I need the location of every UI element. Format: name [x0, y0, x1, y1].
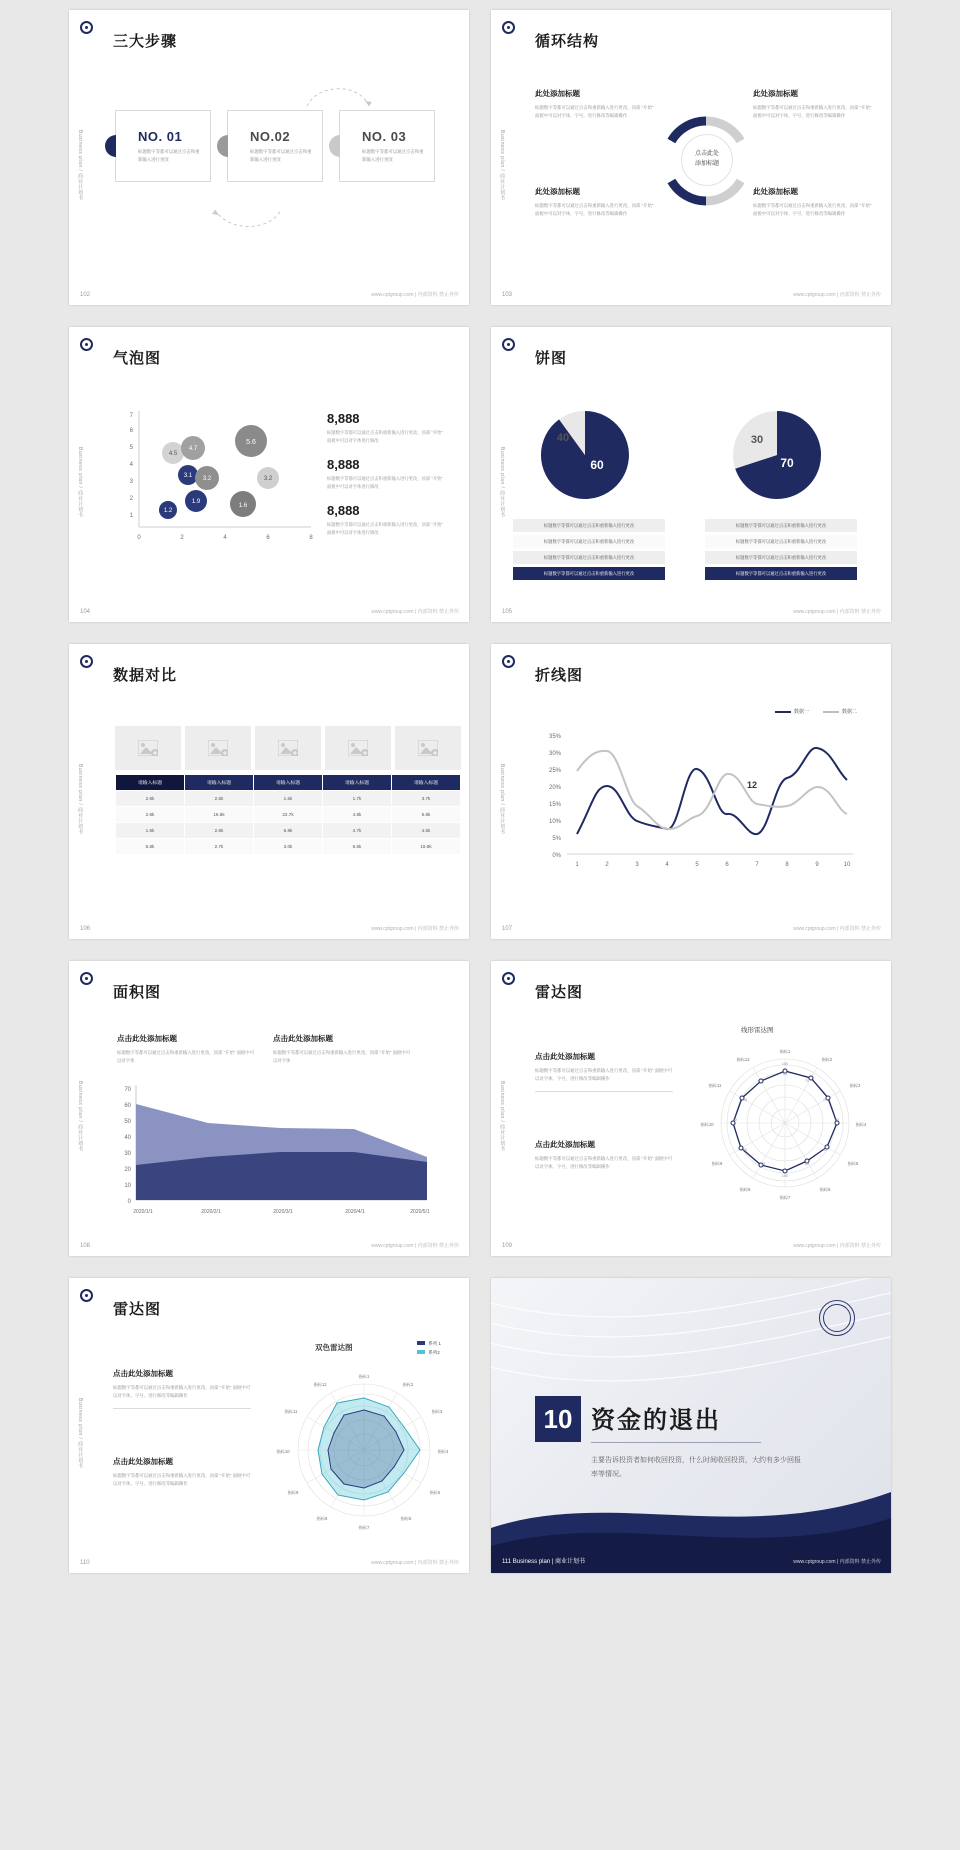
svg-text:1.2: 1.2 — [163, 508, 173, 514]
block-title: 此处添加标题 — [535, 187, 580, 196]
step-marker — [329, 135, 340, 157]
svg-text:50: 50 — [124, 1119, 131, 1125]
svg-text:指标9: 指标9 — [711, 1161, 723, 1166]
table-cell: 6.8k — [254, 823, 323, 839]
step-desc: 标题数字等都可以通过点击和重新输入进行更改 — [138, 149, 200, 162]
block-title: 点击此处添加标题 — [113, 1457, 173, 1466]
table-cell: 3.0k — [254, 839, 323, 855]
footer-text: www.cptgroup.com | 内部资料 禁止外传 — [371, 926, 459, 932]
table-cell: 5.8k — [116, 839, 185, 855]
pie-legend-item[interactable]: 标题数字等都可以通过点击和重新输入进行更改 — [513, 519, 665, 532]
svg-text:30%: 30% — [548, 751, 561, 757]
seal-icon — [80, 338, 93, 351]
table-row — [116, 823, 461, 839]
seal-icon — [80, 972, 93, 985]
block-title: 点击此处添加标题 — [535, 1052, 595, 1061]
step-card[interactable] — [339, 110, 435, 182]
svg-text:0: 0 — [137, 535, 141, 541]
section-subtitle: 主要告诉投资者如何收回投资，什么时间收回投资，大约有多少回报率等情况。 — [591, 1457, 801, 1478]
svg-text:5.6: 5.6 — [246, 439, 256, 446]
block-title: 点击此处添加标题 — [113, 1369, 173, 1378]
svg-text:10: 10 — [843, 862, 851, 868]
pie-legend-item[interactable]: 标题数字等都可以通过点击和重新输入进行更改 — [705, 535, 857, 548]
page-title: 饼图 — [535, 350, 568, 367]
svg-text:5: 5 — [695, 862, 699, 868]
radar-chart-line — [695, 1041, 875, 1211]
svg-text:3.1: 3.1 — [183, 473, 193, 479]
side-label: Business plan / 商业计划书 — [499, 764, 505, 835]
seal-icon — [80, 1289, 93, 1302]
slide-103 — [491, 10, 891, 305]
legend-item-2: 系列2 — [417, 1349, 441, 1358]
svg-text:指标5: 指标5 — [847, 1161, 859, 1166]
block-desc: 标题数字等都可以通过点击和重新输入进行更改，顶部 “开始” 面板中可以对字体、字号，进行修改等编辑操作 — [113, 1473, 251, 1486]
svg-text:指标12: 指标12 — [736, 1057, 750, 1062]
svg-text:4: 4 — [129, 462, 133, 468]
svg-text:4: 4 — [223, 535, 227, 541]
radar-chart-title: 线形雷达图 — [741, 1027, 774, 1034]
table-cell: 4.8k — [323, 807, 392, 823]
block-title: 此处添加标题 — [535, 89, 580, 98]
svg-text:30: 30 — [750, 434, 764, 446]
side-label: Business plan / 商业计划书 — [77, 447, 83, 518]
block-desc: 标题数字等都可以通过点击和重新输入进行更改，顶部 “开始” 面板中可以对字体、字号，进行修改等编辑操作 — [535, 105, 654, 118]
table-header-cell: 请输入标题 — [254, 775, 323, 791]
radar-chart-dual — [269, 1362, 459, 1542]
footer-text: www.cptgroup.com | 内部资料 禁止外传 — [793, 292, 881, 298]
table-header-cell: 请输入标题 — [116, 775, 185, 791]
svg-text:2: 2 — [180, 535, 184, 541]
block-desc: 标题数字等都可以通过点击和重新输入进行更改，顶部 “开始” 面板中可以对字体 — [117, 1050, 255, 1063]
logo-badge-icon — [819, 1300, 855, 1336]
svg-text:85: 85 — [760, 1162, 766, 1166]
svg-text:2020/2/1: 2020/2/1 — [201, 1209, 221, 1215]
page-title: 循环结构 — [535, 33, 600, 50]
svg-text:指标6: 指标6 — [400, 1516, 412, 1521]
svg-text:100: 100 — [781, 1062, 789, 1066]
svg-text:指标7: 指标7 — [779, 1195, 791, 1200]
center-line-1: 点击此处 — [694, 151, 719, 158]
svg-text:3: 3 — [129, 479, 133, 485]
svg-text:82: 82 — [822, 1148, 828, 1152]
svg-text:1.9: 1.9 — [191, 499, 201, 505]
side-label: Business plan / 商业计划书 — [77, 1081, 83, 1152]
stat-desc: 标题数字等都可以通过点击和重新输入进行更改，顶部 “开始” 面板中可以对字体进行修改 — [327, 430, 443, 443]
block-title: 点击此处添加标题 — [117, 1034, 177, 1043]
table-cell: 2.6k — [185, 823, 254, 839]
svg-text:90: 90 — [742, 1148, 748, 1152]
pie-legend-item[interactable]: 标题数字等都可以通过点击和重新输入进行更改 — [513, 535, 665, 548]
svg-text:8: 8 — [785, 862, 789, 868]
area-block-2 — [273, 1033, 413, 1064]
page-title: 雷达图 — [535, 984, 584, 1001]
slide-109 — [491, 961, 891, 1256]
side-label: Business plan / 商业计划书 — [77, 1398, 83, 1469]
cycle-center — [667, 120, 745, 198]
table-cell: 16.8k — [185, 807, 254, 823]
svg-text:15%: 15% — [548, 802, 561, 808]
step-card[interactable] — [227, 110, 323, 182]
svg-text:100: 100 — [781, 1174, 789, 1178]
side-label: Business plan / 商业计划书 — [499, 447, 505, 518]
page-title: 面积图 — [113, 984, 162, 1001]
svg-text:6: 6 — [129, 428, 133, 434]
table-cell: 19.8k — [392, 839, 461, 855]
pie-legend-item[interactable]: 标题数字等都可以通过点击和重新输入进行更改 — [705, 551, 857, 564]
table-row — [116, 791, 461, 807]
image-placeholder[interactable] — [255, 726, 321, 770]
svg-text:3.2: 3.2 — [202, 476, 212, 482]
page-number: 105 — [502, 609, 513, 615]
svg-text:1: 1 — [575, 862, 579, 868]
footer-text: www.cptgroup.com | 内部资料 禁止外传 — [371, 1560, 459, 1566]
svg-text:7: 7 — [129, 413, 133, 419]
pie-legend-item[interactable]: 标题数字等都可以通过点击和重新输入进行更改 — [705, 519, 857, 532]
cycle-block-4 — [753, 186, 873, 217]
svg-text:6: 6 — [725, 862, 729, 868]
stat-value: 8,888 — [327, 503, 360, 519]
slide-106 — [69, 644, 469, 939]
radar-chart-title: 双色雷达图 — [315, 1343, 353, 1352]
footer-text: www.cptgroup.com | 内部资料 禁止外传 — [793, 1243, 881, 1249]
svg-text:92: 92 — [732, 1118, 738, 1122]
svg-text:指标6: 指标6 — [819, 1187, 831, 1192]
svg-text:2020/3/1: 2020/3/1 — [273, 1209, 293, 1215]
page-number: 106 — [80, 926, 91, 932]
svg-text:指标8: 指标8 — [316, 1516, 328, 1521]
slide-104 — [69, 327, 469, 622]
svg-text:1: 1 — [129, 513, 133, 519]
svg-text:70: 70 — [124, 1087, 131, 1093]
divider — [591, 1442, 761, 1443]
pie-chart-2 — [731, 409, 823, 501]
page-title: 三大步骤 — [113, 33, 178, 50]
pie-legend-item[interactable]: 标题数字等都可以通过点击和重新输入进行更改 — [513, 551, 665, 564]
page-number: 111 Business plan | 商业计划书 — [502, 1559, 586, 1565]
seal-icon — [502, 338, 515, 351]
svg-text:70: 70 — [822, 1098, 828, 1102]
svg-text:70: 70 — [804, 1079, 810, 1083]
pie-legend-item-active[interactable]: 标题数字等都可以通过点击和重新输入进行更改 — [705, 567, 857, 580]
table-cell: 2.5k — [185, 791, 254, 807]
table-header-row — [116, 775, 461, 791]
table-cell: 2.8k — [116, 807, 185, 823]
legend-item-1: 系列 1 — [417, 1340, 441, 1349]
block-title: 点击此处添加标题 — [273, 1034, 333, 1043]
svg-text:指标3: 指标3 — [849, 1083, 861, 1088]
step-number: NO. 01 — [138, 129, 183, 145]
svg-text:指标4: 指标4 — [855, 1122, 867, 1127]
footer-text: www.cptgroup.com | 内部资料 禁止外传 — [371, 609, 459, 615]
table-row — [116, 807, 461, 823]
svg-text:9: 9 — [815, 862, 819, 868]
svg-text:30: 30 — [124, 1151, 131, 1157]
svg-text:指标9: 指标9 — [287, 1490, 299, 1495]
block-desc: 标题数字等都可以通过点击和重新输入进行更改，顶部 “开始” 面板中可以对字体、字号，进行修改等编辑操作 — [535, 1156, 673, 1169]
radar-block-2 — [113, 1456, 251, 1487]
table-cell: 1.6k — [116, 823, 185, 839]
svg-text:1.6: 1.6 — [238, 503, 248, 509]
step-number: NO. 03 — [362, 129, 407, 145]
image-placeholder[interactable] — [115, 726, 181, 770]
svg-text:60: 60 — [590, 458, 604, 472]
radar-block-1 — [535, 1051, 673, 1101]
slide-108 — [69, 961, 469, 1256]
table-cell: 3.7k — [392, 791, 461, 807]
legend-item-1: 数据一 — [775, 708, 809, 715]
block-desc: 标题数字等都可以通过点击和重新输入进行更改，顶部 “开始” 面板中可以对字体、字号，进行修改等编辑操作 — [753, 105, 872, 118]
step-card[interactable] — [115, 110, 211, 182]
radar-block-1 — [113, 1368, 251, 1418]
bubble-chart — [111, 405, 326, 555]
area-chart — [105, 1079, 445, 1229]
page-number: 109 — [502, 1243, 513, 1249]
svg-text:70: 70 — [780, 456, 794, 470]
svg-text:指标8: 指标8 — [739, 1187, 751, 1192]
table-cell: 4.5k — [392, 823, 461, 839]
svg-text:35%: 35% — [548, 734, 561, 740]
svg-text:2020/4/1: 2020/4/1 — [345, 1209, 365, 1215]
step-desc: 标题数字等都可以通过点击和重新输入进行更改 — [362, 149, 424, 162]
side-label: Business plan / 商业计划书 — [499, 1081, 505, 1152]
table-row — [116, 839, 461, 855]
footer-text: www.cptgroup.com | 内部资料 禁止外传 — [793, 609, 881, 615]
page-number: 102 — [80, 292, 91, 298]
footer-text: www.cptgroup.com | 内部资料 禁止外传 — [793, 1559, 881, 1565]
svg-text:10: 10 — [124, 1183, 131, 1189]
svg-text:5: 5 — [129, 445, 133, 451]
svg-text:80: 80 — [804, 1162, 810, 1166]
image-placeholder[interactable] — [325, 726, 391, 770]
block-desc: 标题数字等都可以通过点击和重新输入进行更改，顶部 “开始” 面板中可以对字体、字号，进行修改等编辑操作 — [753, 203, 872, 216]
divider — [535, 1091, 673, 1092]
slide-105 — [491, 327, 891, 622]
svg-text:指标5: 指标5 — [429, 1490, 441, 1495]
stat-value: 8,888 — [327, 457, 360, 473]
svg-text:指标3: 指标3 — [431, 1409, 443, 1414]
table-cell: 1.6k — [254, 791, 323, 807]
svg-text:20%: 20% — [548, 785, 561, 791]
table-cell: 2.7k — [185, 839, 254, 855]
svg-text:4.7: 4.7 — [188, 446, 198, 452]
step-number: NO.02 — [250, 129, 291, 145]
slide-110 — [69, 1278, 469, 1573]
slide-102 — [69, 10, 469, 305]
table-header-cell: 请输入标题 — [323, 775, 392, 791]
svg-text:指标10: 指标10 — [700, 1122, 714, 1127]
stat-column — [327, 411, 447, 549]
image-placeholder[interactable] — [185, 726, 251, 770]
svg-text:20: 20 — [124, 1167, 131, 1173]
block-desc: 标题数字等都可以通过点击和重新输入进行更改，顶部 “开始” 面板中可以对字体、字号，进行修改等编辑操作 — [535, 1068, 673, 1081]
step-desc: 标题数字等都可以通过点击和重新输入进行更改 — [250, 149, 312, 162]
svg-text:10%: 10% — [548, 819, 561, 825]
svg-text:7: 7 — [755, 862, 759, 868]
table-cell: 2.8k — [116, 791, 185, 807]
side-label: Business plan / 商业计划书 — [499, 130, 505, 201]
seal-icon — [502, 21, 515, 34]
svg-text:指标2: 指标2 — [821, 1057, 833, 1062]
radar-block-2 — [535, 1139, 673, 1170]
svg-text:6: 6 — [266, 535, 270, 541]
svg-text:指标11: 指标11 — [284, 1409, 298, 1414]
block-title: 此处添加标题 — [753, 89, 798, 98]
svg-text:25%: 25% — [548, 768, 561, 774]
svg-text:指标1: 指标1 — [779, 1049, 791, 1054]
chart-legend — [775, 708, 857, 715]
page-title: 气泡图 — [113, 350, 162, 367]
seal-icon — [502, 972, 515, 985]
block-desc: 标题数字等都可以通过点击和重新输入进行更改，顶部 “开始” 面板中可以对字体、字号，进行修改等编辑操作 — [113, 1385, 251, 1398]
svg-text:95: 95 — [782, 1072, 788, 1076]
svg-text:2020/1/1: 2020/1/1 — [133, 1209, 153, 1215]
table-header-cell: 请输入标题 — [392, 775, 461, 791]
svg-text:指标11: 指标11 — [708, 1083, 722, 1088]
svg-text:8: 8 — [309, 535, 313, 541]
page-title: 数据对比 — [113, 667, 178, 684]
area-block-1 — [117, 1033, 257, 1064]
side-label: Business plan / 商业计划书 — [77, 130, 83, 201]
svg-text:2: 2 — [129, 496, 133, 502]
table-cell: 22.7k — [254, 807, 323, 823]
svg-text:40: 40 — [124, 1135, 131, 1141]
legend-item-2: 数据二 — [823, 708, 857, 715]
svg-text:0: 0 — [127, 1199, 131, 1205]
svg-text:5%: 5% — [552, 836, 561, 842]
block-desc: 标题数字等都可以通过点击和重新输入进行更改，顶部 “开始” 面板中可以对字体 — [273, 1050, 411, 1063]
svg-text:指标7: 指标7 — [358, 1525, 370, 1530]
stat-desc: 标题数字等都可以通过点击和重新输入进行更改，顶部 “开始” 面板中可以对字体进行修改 — [327, 476, 443, 489]
section-number: 10 — [535, 1396, 581, 1442]
block-desc: 标题数字等都可以通过点击和重新输入进行更改，顶部 “开始” 面板中可以对字体、字号，进行修改等编辑操作 — [535, 203, 654, 216]
table-cell: 5.8k — [392, 807, 461, 823]
slide-107 — [491, 644, 891, 939]
radar-legend — [417, 1340, 441, 1357]
page-title: 雷达图 — [113, 1301, 162, 1318]
pie-chart-1 — [539, 409, 631, 501]
slide-111 — [491, 1278, 891, 1573]
page-number: 107 — [502, 926, 513, 932]
svg-text:2: 2 — [605, 862, 609, 868]
line-chart — [535, 726, 865, 886]
stat-value: 8,888 — [327, 411, 360, 426]
svg-text:90: 90 — [834, 1118, 840, 1122]
svg-text:95: 95 — [742, 1098, 748, 1102]
svg-text:0%: 0% — [552, 853, 561, 859]
cycle-block-2 — [753, 88, 873, 119]
block-title: 此处添加标题 — [753, 187, 798, 196]
svg-text:指标12: 指标12 — [313, 1382, 327, 1387]
page-number: 104 — [80, 609, 91, 615]
comparison-table — [115, 774, 461, 855]
divider — [113, 1408, 251, 1409]
section-title: 资金的退出 — [591, 1407, 721, 1434]
block-title: 点击此处添加标题 — [535, 1140, 595, 1149]
page-number: 108 — [80, 1243, 91, 1249]
center-line-2: 添加标题 — [694, 161, 719, 167]
footer-text: www.cptgroup.com | 内部资料 禁止外传 — [371, 1243, 459, 1249]
footer-text: www.cptgroup.com | 内部资料 禁止外传 — [793, 926, 881, 932]
seal-icon — [502, 655, 515, 668]
svg-text:指标10: 指标10 — [276, 1449, 290, 1454]
table-cell: 1.7k — [323, 791, 392, 807]
svg-text:60: 60 — [124, 1103, 131, 1109]
pie-legend-item-active[interactable]: 标题数字等都可以通过点击和重新输入进行更改 — [513, 567, 665, 580]
footer-text: www.cptgroup.com | 内部资料 禁止外传 — [371, 292, 459, 298]
svg-text:指标1: 指标1 — [358, 1374, 370, 1379]
side-label: Business plan / 商业计划书 — [77, 764, 83, 835]
table-cell: 6.5k — [323, 839, 392, 855]
svg-text:指标2: 指标2 — [402, 1382, 414, 1387]
svg-text:4: 4 — [665, 862, 669, 868]
page-number: 103 — [502, 292, 513, 298]
line-annotation: 12 — [747, 780, 758, 790]
svg-text:指标4: 指标4 — [437, 1449, 449, 1454]
page-title: 折线图 — [535, 667, 584, 684]
table-cell: 4.7k — [323, 823, 392, 839]
stat-desc: 标题数字等都可以通过点击和重新输入进行更改，顶部 “开始” 面板中可以对字体进行修改 — [327, 522, 443, 535]
svg-text:40: 40 — [556, 432, 570, 444]
svg-text:2020/5/1: 2020/5/1 — [410, 1209, 430, 1215]
page-number: 110 — [80, 1560, 90, 1566]
steps-row — [115, 110, 435, 182]
seal-icon — [80, 655, 93, 668]
svg-text:3.2: 3.2 — [263, 476, 273, 482]
cycle-block-1 — [535, 88, 655, 119]
table-header-cell: 请输入标题 — [185, 775, 254, 791]
step-marker — [217, 135, 228, 157]
image-placeholder[interactable] — [395, 726, 461, 770]
svg-text:3: 3 — [635, 862, 639, 868]
svg-text:4.5: 4.5 — [168, 451, 178, 457]
cycle-block-3 — [535, 186, 655, 217]
image-placeholder-row — [115, 726, 461, 770]
